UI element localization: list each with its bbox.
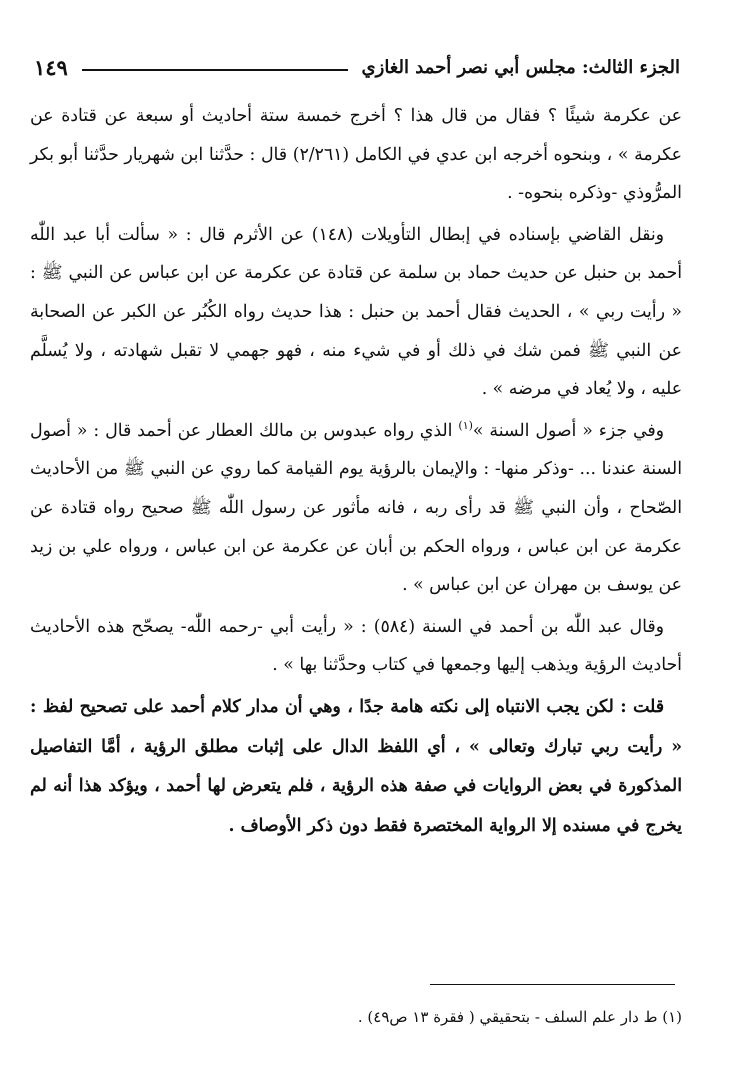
paragraph-4: وقال عبد اللّٰه بن أحمد في السنة (٥٨٤) : « رأيت أبي -رحمه اللّٰه- يصحّح هذه الأحاديث أحاديث الرؤية ويذهب إليها وجمعها في كتاب وحدَّثنا بها » . — [30, 616, 682, 676]
paragraph-1: عن عكرمة شيئًا ؟ فقال من قال هذا ؟ أخرج خمسة ستة أحاديث أو سبعة عن قتادة عن عكرمة » ، وبنحوه أخرجه ابن عدي في الكامل (٢/٢٦١) قال : حدَّثنا ابن شهريار حدَّثنا أبو بكر المرُّوذي -وذكره بنحوه- . — [30, 106, 682, 204]
page-number: ١٤٩ — [34, 54, 68, 80]
header-divider — [82, 69, 348, 71]
paragraph-3-lead: وفي جزء « أصول السنة » — [472, 420, 665, 441]
paragraph-2: ونقل القاضي بإسناده في إبطال التأويلات (١٤٨) عن الأثرم قال : « سألت أبا عبد اللّٰه أحمد بن حنبل عن حديث حماد بن سلمة عن قتادة عن عكرمة عن ابن عباس عن النبي ﷺ : « رأيت ربي » ، الحديث فقال أحمد بن حنبل : هذا حديث رواه الكُبُر عن الكبر عن الصحابة عن النبي ﷺ فمن شك في ذلك أو في شيء منه ، فهو جهمي لا تقبل شهادته ، ولا يُسلَّم عليه ، ولا يُعاد في مرضه » . — [30, 224, 682, 400]
main-text — [30, 97, 682, 849]
running-title: الجزء الثالث: مجلس أبي نصر أحمد الغازي — [361, 56, 680, 78]
paragraph-3 — [30, 412, 682, 605]
paragraph-3-rest: الذي رواه عبدوس بن مالك العطار عن أحمد قال : « أصول السنة عندنا ... -وذكر منها- : والإيمان بالرؤية يوم القيامة كما روي عن النبي ﷺ من الأحاديث الصّحاح ، وأن النبي ﷺ قد رأى ربه ، فانه مأثور عن رسول اللّٰه ﷺ صحيح رواه قتادة عن عكرمة عن ابن عباس ، ورواه الحكم بن أبان عن عكرمة عن ابن عباس ، ورواه علي بن زيد عن يوسف بن مهران عن ابن عباس » . — [30, 420, 682, 596]
footnote-reference: (١) — [458, 418, 473, 432]
page-header — [34, 47, 680, 87]
footnote-divider — [430, 984, 675, 985]
footnote: (١) ط دار علم السلف - بتحقيقي ( فقرة ١٣ ص٤٩) . — [357, 1008, 682, 1026]
paragraph-5-author-note: قلت : لكن يجب الانتباه إلى نكته هامة جدًا ، وهي أن مدار كلام أحمد على تصحيح لفظ : « رأيت ربي تبارك وتعالى » ، أي اللفظ الدال على إثبات مطلق الرؤية ، أمَّا التفاصيل المذكورة في بعض الروايات في صفة هذه الرؤية ، فلم يتعرض لها أحمد ، ويؤكد هذا أنه لم يخرج في مسنده إلا الرواية المختصرة فقط دون ذكر الأوصاف . — [30, 696, 682, 836]
